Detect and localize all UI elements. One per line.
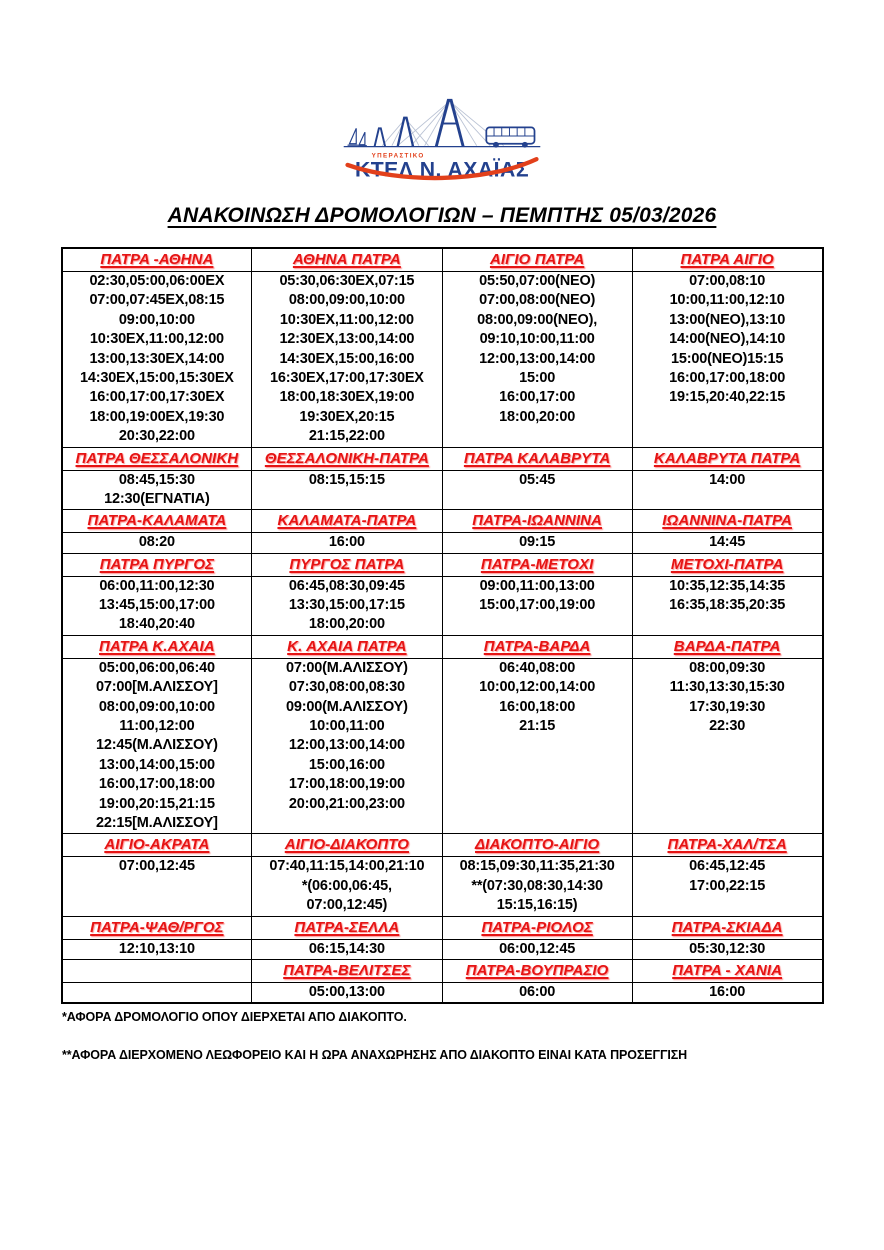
route-header-cell — [632, 834, 822, 857]
time-line: 02:30,05:00,06:00ΕΧ — [89, 273, 225, 289]
times-row — [62, 272, 823, 448]
time-line: 08:45,15:30 — [118, 471, 195, 488]
time-line: 06:00,12:45 — [499, 940, 576, 957]
time-line: 16:00,17:00,18:00 — [98, 776, 215, 793]
times-cell — [252, 533, 442, 553]
route-label: ΠΑΤΡΑ ΘΕΣΣΑΛΟΝΙΚΗ — [75, 449, 239, 467]
route-header-cell — [632, 510, 822, 533]
route-header-cell — [252, 959, 442, 982]
time-line: 05:50,07:00(ΝΕΟ) — [479, 273, 596, 289]
time-line: 09:15 — [519, 534, 556, 551]
brand-main-label: ΚΤΕΛ Ν. ΑΧΑΪΑΣ — [354, 158, 530, 182]
time-line: 14:45 — [709, 534, 746, 551]
time-line: 06:40,08:00 — [499, 659, 576, 676]
times-cell — [252, 272, 442, 448]
time-line: 05:45 — [519, 471, 556, 488]
time-line: 19:15,20:40,22:15 — [669, 389, 786, 406]
time-line: 07:00,08:00(ΝΕΟ) — [479, 292, 596, 309]
route-header-cell — [632, 635, 822, 658]
route-label: ΠΑΤΡΑ Κ.ΑΧΑΙΑ — [99, 637, 215, 655]
empty-cell — [62, 982, 252, 1003]
time-line: 09:00,10:00 — [118, 311, 195, 328]
route-label: ΠΑΤΡΑ-ΒΟΥΠΡΑΣΙΟ — [465, 961, 609, 979]
route-label: ΑΘΗΝΑ ΠΑΤΡΑ — [292, 251, 401, 268]
route-header-cell — [252, 553, 442, 576]
times-cell — [62, 272, 252, 448]
time-line: 18:40,20:40 — [118, 616, 195, 633]
times-row — [62, 533, 823, 553]
route-header-cell — [442, 553, 632, 576]
time-line: 12:30ΕΧ,13:00,14:00 — [279, 331, 415, 348]
time-line: 16:00,17:00,17:30ΕΧ — [89, 389, 225, 406]
route-header-row — [62, 916, 823, 939]
route-label: ΠΥΡΓΟΣ ΠΑΤΡΑ — [289, 555, 405, 573]
route-label: ΜΕΤΟΧΙ-ΠΑΤΡΑ — [670, 555, 784, 573]
time-line: 09:10,10:00,11:00 — [479, 331, 595, 348]
route-header-cell — [62, 635, 252, 658]
time-line: 16:00,17:00 — [499, 389, 576, 406]
time-line: 08:20 — [138, 534, 175, 551]
route-label: ΠΑΤΡΑ-ΨΑΘ/ΡΓΟΣ — [90, 918, 224, 936]
sailboat-icon — [348, 128, 367, 145]
times-row — [62, 470, 823, 510]
time-line: 20:00,21:00,23:00 — [288, 795, 405, 812]
route-header-row — [62, 553, 823, 576]
route-header-row — [62, 510, 823, 533]
time-line: 10:00,12:00,14:00 — [479, 679, 596, 696]
route-label: ΠΑΤΡΑ-ΒΑΡΔΑ — [483, 637, 591, 655]
times-cell — [252, 857, 442, 916]
route-label: ΠΑΤΡΑ ΚΑΛΑΒΡΥΤΑ — [463, 449, 611, 467]
time-line: 18:00,20:00 — [499, 408, 576, 425]
route-header-cell — [632, 959, 822, 982]
route-label: ΠΑΤΡΑ ΑΙΓΙΟ — [680, 251, 774, 268]
route-header-row — [62, 834, 823, 857]
time-line: 09:00,11:00,13:00 — [479, 577, 595, 594]
times-cell — [62, 939, 252, 959]
time-line: 08:00,09:00(ΝΕΟ), — [477, 311, 598, 328]
route-header-cell — [442, 447, 632, 470]
time-line: 15:00,16:00 — [308, 756, 385, 773]
route-label: ΠΑΤΡΑ-ΧΑΛ/ΤΣΑ — [667, 836, 787, 854]
time-line: 21:15,22:00 — [308, 428, 385, 445]
time-line: 14:30ΕΧ,15:00,16:00 — [279, 350, 415, 367]
time-line: 16:30ΕΧ,17:00,17:30ΕΧ — [269, 369, 424, 386]
time-line: 14:00 — [709, 471, 746, 488]
time-line: 22:30 — [709, 718, 746, 735]
times-row — [62, 658, 823, 834]
time-line: 17:00,22:15 — [689, 877, 766, 894]
route-label: ΑΙΓΙΟ ΠΑΤΡΑ — [489, 251, 585, 268]
time-line: 13:00,13:30ΕΧ,14:00 — [89, 350, 225, 367]
time-line: 16:00 — [709, 983, 746, 1000]
times-cell — [632, 272, 822, 448]
route-header-cell — [62, 834, 252, 857]
times-cell — [632, 658, 822, 834]
route-header-cell — [442, 248, 632, 272]
route-header-cell — [442, 916, 632, 939]
time-line: *(06:00,06:45, — [301, 877, 392, 894]
time-line: 06:00,11:00,12:30 — [99, 577, 215, 594]
time-line: 17:00,18:00,19:00 — [288, 776, 405, 793]
time-line: 12:45(Μ.ΑΛΙΣΣΟΥ) — [95, 737, 218, 754]
time-line: 06:00 — [519, 983, 556, 1000]
route-label: Κ. ΑΧΑΙΑ ΠΑΤΡΑ — [287, 637, 407, 655]
time-line: 18:00,20:00 — [308, 616, 385, 633]
schedule-table-body — [62, 248, 823, 1003]
route-label: ΙΩΑΝΝΙΝΑ-ΠΑΤΡΑ — [662, 512, 792, 530]
time-line: 05:30,06:30ΕΧ,07:15 — [279, 273, 415, 289]
times-cell — [632, 939, 822, 959]
route-header-cell — [442, 510, 632, 533]
time-line: 08:00,09:30 — [689, 659, 766, 676]
route-label: ΒΑΡΔΑ-ΠΑΤΡΑ — [673, 637, 781, 655]
times-cell — [632, 857, 822, 916]
times-cell — [442, 939, 632, 959]
route-header-cell — [442, 959, 632, 982]
route-header-cell — [442, 834, 632, 857]
bridge-pylon-medium — [398, 118, 413, 147]
route-label: ΠΑΤΡΑ-ΒΕΛΙΤΣΕΣ — [283, 961, 411, 979]
time-line: 12:30(ΕΓΝΑΤΙΑ) — [104, 490, 210, 507]
route-header-cell — [252, 834, 442, 857]
time-line: 18:00,19:00ΕΧ,19:30 — [89, 408, 225, 425]
times-cell — [252, 576, 442, 635]
time-line: 06:45,08:30,09:45 — [288, 577, 405, 594]
time-line: 06:45,12:45 — [689, 858, 766, 875]
time-line: 11:30,13:30,15:30 — [669, 679, 785, 696]
time-line: 10:30ΕΧ,11:00,12:00 — [279, 311, 414, 328]
bus-icon — [486, 127, 534, 147]
bridge-pylon-small — [375, 128, 386, 146]
route-label: ΠΑΤΡΑ-ΣΕΛΛΑ — [294, 918, 400, 936]
times-row — [62, 982, 823, 1003]
time-line: 13:00,14:00,15:00 — [98, 756, 215, 773]
time-line: 10:00,11:00,12:10 — [669, 292, 785, 309]
route-header-row — [62, 447, 823, 470]
time-line: 22:15[Μ.ΑΛΙΣΣΟΥ] — [95, 814, 218, 831]
time-line: 07:00,12:45 — [118, 858, 195, 875]
time-line: 15:00,17:00,19:00 — [479, 597, 596, 614]
time-line: 14:00(ΝΕΟ),14:10 — [669, 331, 786, 348]
times-cell — [442, 982, 632, 1003]
times-cell — [252, 470, 442, 510]
times-cell — [442, 470, 632, 510]
times-row — [62, 939, 823, 959]
route-label: ΚΑΛΑΒΡΥΤΑ ΠΑΤΡΑ — [653, 449, 801, 467]
time-line: 16:35,18:35,20:35 — [669, 597, 786, 614]
times-cell — [442, 576, 632, 635]
time-line: 15:00 — [519, 369, 556, 386]
time-line: 20:30,22:00 — [118, 428, 195, 445]
route-label: ΠΑΤΡΑ-ΡΙΟΛΟΣ — [481, 918, 593, 936]
time-line: 08:00,09:00,10:00 — [98, 698, 215, 715]
time-line: 11:00,12:00 — [119, 718, 195, 735]
footnotes — [62, 1010, 884, 1062]
times-cell — [442, 857, 632, 916]
time-line: 17:30,19:30 — [689, 698, 766, 715]
route-header-cell — [252, 248, 442, 272]
route-header-cell — [62, 510, 252, 533]
time-line: 09:00(Μ.ΑΛΙΣΣΟΥ) — [285, 698, 408, 715]
route-header-cell — [442, 635, 632, 658]
route-label: ΑΙΓΙΟ-ΑΚΡΑΤΑ — [104, 836, 210, 854]
time-line: 15:00(ΝΕΟ)15:15 — [671, 350, 784, 367]
times-cell — [252, 939, 442, 959]
route-header-cell — [252, 916, 442, 939]
time-line: 06:15,14:30 — [308, 940, 385, 957]
time-line: 13:30,15:00,17:15 — [288, 597, 405, 614]
route-header-cell — [632, 248, 822, 272]
time-line: 07:30,08:00,08:30 — [288, 679, 405, 696]
time-line: 16:00,17:00,18:00 — [669, 369, 786, 386]
times-cell — [632, 470, 822, 510]
time-line: 19:30ΕΧ,20:15 — [299, 408, 395, 425]
time-line: 08:00,09:00,10:00 — [288, 292, 405, 309]
time-line: 12:00,13:00,14:00 — [288, 737, 405, 754]
time-line: 07:00(Μ.ΑΛΙΣΣΟΥ) — [285, 659, 408, 676]
time-line: 19:00,20:15,21:15 — [98, 795, 215, 812]
time-line: 21:15 — [519, 718, 556, 735]
empty-cell — [62, 959, 252, 982]
time-line: 16:00 — [328, 534, 365, 551]
route-header-row — [62, 248, 823, 272]
times-cell — [252, 658, 442, 834]
route-label: ΘΕΣΣΑΛΟΝΙΚΗ-ΠΑΤΡΑ — [264, 449, 429, 467]
route-header-cell — [252, 510, 442, 533]
times-cell — [252, 982, 442, 1003]
route-header-cell — [632, 447, 822, 470]
route-header-cell — [252, 635, 442, 658]
route-header-cell — [632, 916, 822, 939]
time-line: 08:15,09:30,11:35,21:30 — [459, 858, 615, 875]
time-line: 05:00,06:00,06:40 — [98, 659, 215, 676]
times-cell — [632, 533, 822, 553]
time-line: 05:00,13:00 — [308, 983, 385, 1000]
route-header-cell — [252, 447, 442, 470]
time-line: 16:00,18:00 — [499, 698, 576, 715]
times-cell — [62, 658, 252, 834]
time-line: 10:00,11:00 — [309, 718, 385, 735]
footnote-approx-time: **ΑΦΟΡΑ ΔΙΕΡΧΟΜΕΝΟ ΛΕΩΦΟΡΕΙΟ ΚΑΙ Η ΩΡΑ ΑΝΑΧΩΡΗΣΗΣ ΑΠΟ ΔΙΑΚΟΠΤΟ ΕΙΝΑΙ ΚΑΤΑ ΠΡΟΣΕΓΓΙΣΗ — [62, 1048, 688, 1063]
route-header-cell — [632, 553, 822, 576]
footnote-diakopto: *ΑΦΟΡΑ ΔΡΟΜΟΛΟΓΙΟ ΟΠΟΥ ΔΙΕΡΧΕΤΑΙ ΑΠΟ ΔΙΑΚΟΠΤΟ. — [62, 1010, 407, 1025]
route-header-cell — [62, 447, 252, 470]
route-label: ΠΑΤΡΑ-ΜΕΤΟΧΙ — [480, 555, 594, 573]
route-label: ΠΑΤΡΑ-ΣΚΙΑΔΑ — [671, 918, 783, 936]
times-cell — [62, 470, 252, 510]
route-header-row — [62, 635, 823, 658]
time-line: 14:30ΕΧ,15:00,15:30ΕΧ — [79, 369, 234, 386]
page-title: ΑΝΑΚΟΙΝΩΣΗ ΔΡΟΜΟΛΟΓΙΩΝ – ΠΕΜΠΤΗΣ 05/03/2026 — [167, 204, 717, 227]
route-label: ΑΙΓΙΟ-ΔΙΑΚΟΠΤΟ — [284, 836, 409, 854]
route-label: ΚΑΛΑΜΑΤΑ-ΠΑΤΡΑ — [277, 512, 417, 530]
times-cell — [632, 982, 822, 1003]
time-line: 07:00,08:10 — [689, 273, 766, 289]
times-row — [62, 576, 823, 635]
route-label: ΠΑΤΡΑ ΠΥΡΓΟΣ — [99, 555, 215, 573]
times-cell — [62, 576, 252, 635]
time-line: 15:15,16:15) — [496, 897, 578, 914]
times-cell — [62, 857, 252, 916]
route-header-row — [62, 959, 823, 982]
time-line: 05:30,12:30 — [689, 940, 766, 957]
times-cell — [62, 533, 252, 553]
route-label: ΠΑΤΡΑ -ΑΘΗΝΑ — [100, 251, 214, 268]
times-cell — [632, 576, 822, 635]
times-cell — [442, 658, 632, 834]
time-line: **(07:30,08:30,14:30 — [471, 877, 603, 894]
times-row — [62, 857, 823, 916]
times-cell — [442, 533, 632, 553]
route-label: ΔΙΑΚΟΠΤΟ-ΑΙΓΙΟ — [475, 836, 600, 854]
time-line: 07:00,07:45ΕΧ,08:15 — [89, 292, 225, 309]
route-label: ΠΑΤΡΑ-ΚΑΛΑΜΑΤΑ — [87, 512, 227, 530]
time-line: 08:15,15:15 — [308, 471, 385, 488]
time-line: 07:00[Μ.ΑΛΙΣΣΟΥ] — [95, 679, 218, 696]
time-line: 10:35,12:35,14:35 — [669, 577, 786, 594]
schedule-table — [61, 247, 824, 1004]
ktel-logo — [0, 0, 884, 186]
time-line: 13:45,15:00,17:00 — [98, 597, 215, 614]
bridge-bus-logo-icon — [336, 88, 548, 186]
route-label: ΠΑΤΡΑ - ΧΑΝΙΑ — [672, 961, 783, 979]
time-line: 13:00(ΝΕΟ),13:10 — [669, 311, 786, 328]
time-line: 12:00,13:00,14:00 — [479, 350, 596, 367]
brand-top-label: ΥΠΕΡΑΣΤΙΚΟ — [371, 152, 425, 160]
time-line: 07:00,12:45) — [306, 897, 388, 914]
route-header-cell — [62, 553, 252, 576]
times-cell — [442, 272, 632, 448]
route-header-cell — [62, 916, 252, 939]
time-line: 18:00,18:30ΕΧ,19:00 — [279, 389, 415, 406]
time-line: 10:30ΕΧ,11:00,12:00 — [89, 331, 224, 348]
time-line: 07:40,11:15,14:00,21:10 — [269, 858, 425, 875]
route-label: ΠΑΤΡΑ-ΙΩΑΝΝΙΝΑ — [472, 512, 602, 530]
time-line: 12:10,13:10 — [118, 940, 195, 957]
route-header-cell — [62, 248, 252, 272]
